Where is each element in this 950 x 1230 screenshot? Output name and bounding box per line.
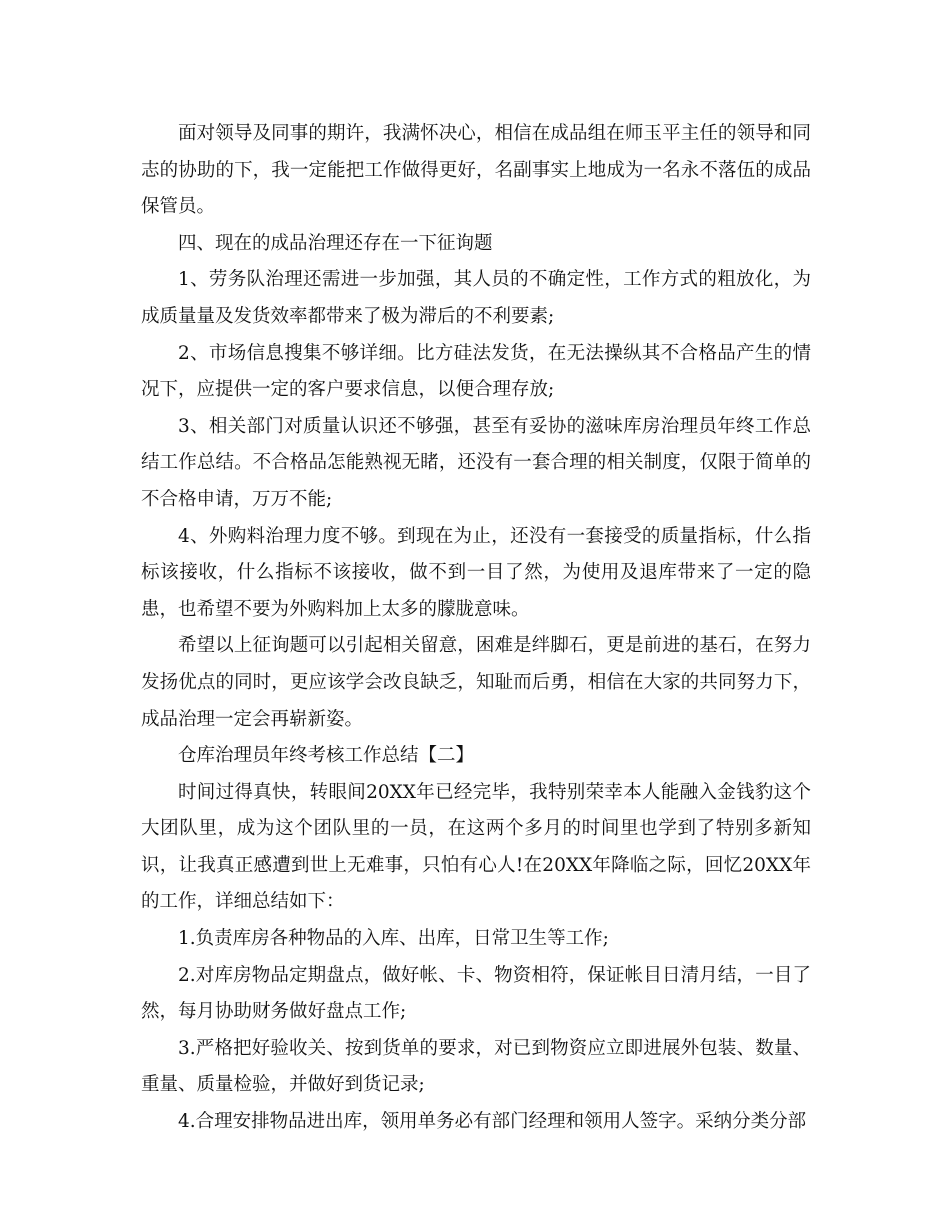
paragraph-hope: 希望以上征询题可以引起相关留意，困难是绊脚石，更是前进的基石，在努力发扬优点的同时，更应该学会改良缺乏，知耻而后勇，相信在大家的共同努力下，成品治理一定会再崭新姿。 xyxy=(141,635,811,730)
problem-item-3: 3、相关部门对质量认识还不够强，甚至有妥协的滋味库房治理员年终工作总结工作总结。不合格品怎能熟视无睹，还没有一套合理的相关制度，仅限于简单的不合格申请，万万不能; xyxy=(141,415,811,510)
paragraph-commitment: 面对领导及同事的期许，我满怀决心，相信在成品组在师玉平主任的领导和同志的协助的下，我一定能把工作做得更好，名副事实上地成为一名永不落伍的成品保管员。 xyxy=(141,123,811,218)
section-heading-problems: 四、现在的成品治理还存在一下征询题 xyxy=(178,232,493,254)
problem-item-2: 2、市场信息搜集不够详细。比方硅法发货，在无法操纵其不合格品产生的情况下，应提供一定的客户要求信息，以便合理存放; xyxy=(141,342,811,401)
paragraph-intro-part-two: 时间过得真快，转眼间20XX年已经完毕，我特别荣幸本人能融入金钱豹这个大团队里，成为这个团队里的一员，在这两个多月的时间里也学到了特别多新知识，让我真正感遭到世上无难事，只怕有心人!在20XX年降临之际，回忆20XX年的工作，详细总结如下： xyxy=(141,781,811,913)
duty-item-1: 1.负责库房各种物品的入库、出库，日常卫生等工作; xyxy=(178,928,609,950)
duty-item-2: 2.对库房物品定期盘点，做好帐、卡、物资相符，保证帐目日清月结，一目了然，每月协助财务做好盘点工作; xyxy=(141,964,811,1023)
section-title-part-two: 仓库治理员年终考核工作总结【二】 xyxy=(178,745,475,767)
problem-item-4: 4、外购料治理力度不够。到现在为止，还没有一套接受的质量指标，什么指标该接收，什么指标不该接收，做不到一目了然，为使用及退库带来了一定的隐患，也希望不要为外购料加上太多的朦胧意味。 xyxy=(141,525,811,620)
duty-item-3: 3.严格把好验收关、按到货单的要求，对已到物资应立即进展外包装、数量、重量、质量检验，并做好到货记录; xyxy=(141,1037,811,1096)
duty-item-4: 4.合理安排物品进出库，领用单务必有部门经理和领用人签字。采纳分类分部 xyxy=(178,1111,807,1133)
problem-item-1: 1、劳务队治理还需进一步加强，其人员的不确定性，工作方式的粗放化，为成质量量及发货效率都带来了极为滞后的不利要素; xyxy=(141,269,811,327)
document-body xyxy=(141,116,811,1141)
